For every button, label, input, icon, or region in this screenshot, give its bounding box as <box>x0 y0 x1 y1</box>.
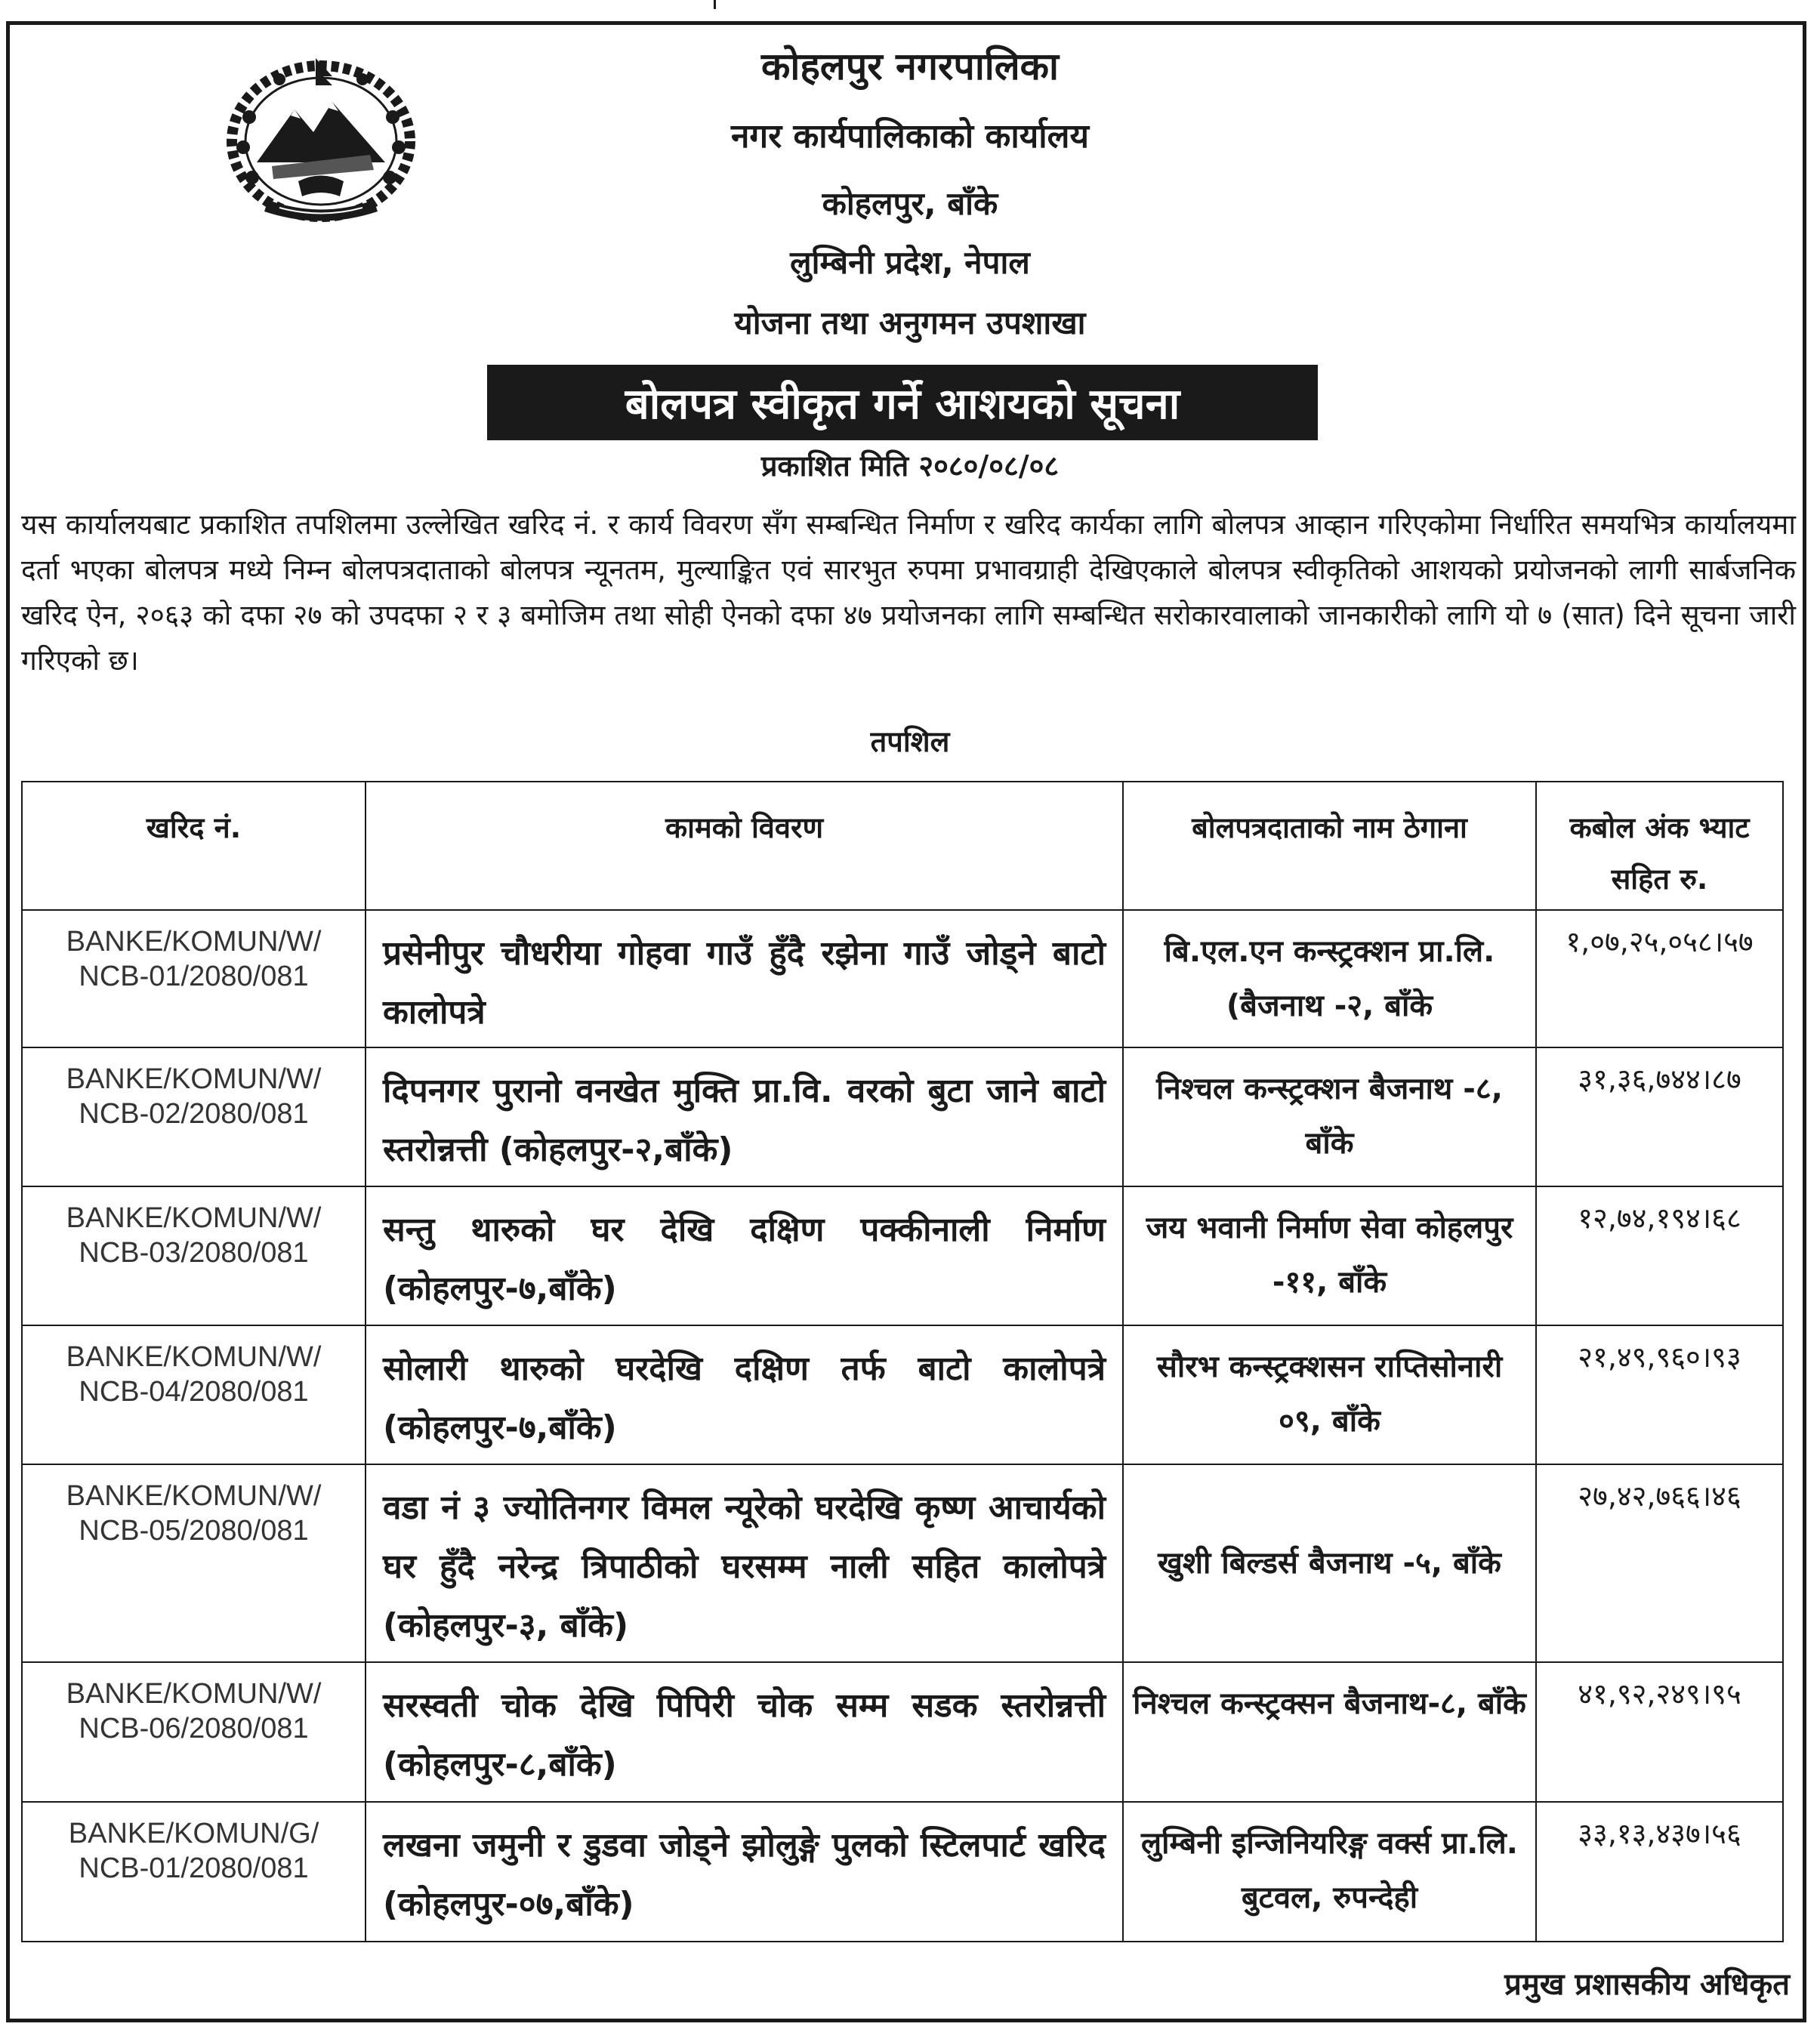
published-date: प्रकाशित मिति २०८०/०८/०८ <box>760 449 1060 483</box>
header-bidder-name: बोलपत्रदाताको नाम ठेगाना <box>1123 782 1536 910</box>
header-bid-amount: कबोल अंक भ्याट सहित रु. <box>1536 782 1783 910</box>
bidder-name: निश्चल कन्स्ट्रक्सन बैजनाथ-८, बाँके <box>1123 1662 1536 1802</box>
bidder-name: निश्चल कन्स्ट्रक्शन बैजनाथ -८, बाँके <box>1123 1047 1536 1186</box>
section-name: योजना तथा अनुगमन उपशाखा <box>734 304 1086 341</box>
notice-title: बोलपत्र स्वीकृत गर्ने आशयको सूचना <box>487 365 1318 440</box>
signatory-title: प्रमुख प्रशासकीय अधिकृत <box>1504 1967 1790 2002</box>
work-description: वडा नं ३ ज्योतिनगर विमल न्यूरेको घरदेखि कृष्ण आचार्यको घर हुँदै नरेन्द्र त्रिपाठीको घरसम्म नाली सहित कालोपत्रे (कोहलपुर-३, बाँके) <box>366 1464 1123 1662</box>
municipality-name: कोहलपुर नगरपालिका <box>761 45 1059 88</box>
header-procurement-no: खरिद नं. <box>22 782 366 910</box>
work-description: प्रसेनीपुर चौधरीया गोहवा गाउँ हुँदै रझेना गाउँ जोड्ने बाटो कालोपत्रे <box>366 910 1123 1047</box>
table-row <box>22 1802 1783 1942</box>
procurement-no: BANKE/KOMUN/G/ NCB-01/2080/081 <box>22 1802 366 1942</box>
table-row <box>22 1186 1783 1325</box>
work-description: सोलारी थारुको घरदेखि दक्षिण तर्फ बाटो कालोपत्रे (कोहलपुर-७,बाँके) <box>366 1325 1123 1464</box>
office-location: कोहलपुर, बाँके <box>822 185 998 222</box>
procurement-no: BANKE/KOMUN/W/ NCB-04/2080/081 <box>22 1325 366 1464</box>
work-description: सन्तु थारुको घर देखि दक्षिण पक्कीनाली निर्माण (कोहलपुर-७,बाँके) <box>366 1186 1123 1325</box>
table-row <box>22 910 1783 1047</box>
bidder-name: बि.एल.एन कन्स्ट्रक्शन प्रा.लि. (बैजनाथ -२, बाँके <box>1123 910 1536 1047</box>
work-description: सरस्वती चोक देखि पिपिरी चोक सम्म सडक स्तरोन्नत्ती (कोहलपुर-८,बाँके) <box>366 1662 1123 1802</box>
province-name: लुम्बिनी प्रदेश, नेपाल <box>790 244 1030 281</box>
procurement-no: BANKE/KOMUN/W/ NCB-06/2080/081 <box>22 1662 366 1802</box>
bid-amount: ३१,३६,७४४।८७ <box>1536 1047 1783 1186</box>
award-table <box>21 781 1784 1942</box>
bidder-name: जय भवानी निर्माण सेवा कोहलपुर -११, बाँके <box>1123 1186 1536 1325</box>
table-header-row <box>22 782 1783 910</box>
bid-amount: १,०७,२५,०५८।५७ <box>1536 910 1783 1047</box>
table-caption: तपशिल <box>870 725 950 758</box>
procurement-no: BANKE/KOMUN/W/ NCB-02/2080/081 <box>22 1047 366 1186</box>
procurement-no: BANKE/KOMUN/W/ NCB-05/2080/081 <box>22 1464 366 1662</box>
office-name: नगर कार्यपालिकाको कार्यालय <box>731 117 1089 156</box>
bidder-name: लुम्बिनी इन्जिनियरिङ्ग वर्क्स प्रा.लि. बुटवल, रुपन्देही <box>1123 1802 1536 1942</box>
header-work-description: कामको विवरण <box>366 782 1123 910</box>
table-row <box>22 1047 1783 1186</box>
work-description: दिपनगर पुरानो वनखेत मुक्ति प्रा.वि. वरको बुटा जाने बाटो स्तरोन्नत्ती (कोहलपुर-२,बाँके) <box>366 1047 1123 1186</box>
procurement-no: BANKE/KOMUN/W/ NCB-01/2080/081 <box>22 910 366 1047</box>
procurement-no: BANKE/KOMUN/W/ NCB-03/2080/081 <box>22 1186 366 1325</box>
top-rule <box>0 0 716 9</box>
table-row <box>22 1662 1783 1802</box>
bidder-name: सौरभ कन्स्ट्रक्शसन राप्तिसोनारी ०९, बाँके <box>1123 1325 1536 1464</box>
bidder-name: खुशी बिल्डर्स बैजनाथ -५, बाँके <box>1123 1464 1536 1662</box>
work-description: लखना जमुनी र डुडवा जोड्ने झोलुङ्गे पुलको स्टिलपार्ट खरिद (कोहलपुर-०७,बाँके) <box>366 1802 1123 1942</box>
table-row <box>22 1325 1783 1464</box>
bid-amount: ३३,१३,४३७।५६ <box>1536 1802 1783 1942</box>
bid-amount: २१,४९,९६०।९३ <box>1536 1325 1783 1464</box>
bid-amount: १२,७४,१९४।६८ <box>1536 1186 1783 1325</box>
notice-body: यस कार्यालयबाट प्रकाशित तपशिलमा उल्लेखित खरिद नं. र कार्य विवरण सँग सम्बन्धित निर्माण र खरिद कार्यका लागि बोलपत्र आव्हान गरिएकोमा निर्धारित समयभित्र कार्यालयमा दर्ता भएका बोलपत्र मध्ये निम्न बोलपत्रदाताको बोलपत्र न्यूनतम, मुल्याङ्कित एवं सारभुत रुपमा प्रभावग्राही देखिएकाले बोलपत्र स्वीकृतिको आशयको प्रयोजनको लागी सार्बजनिक खरिद ऐन, २०६३ को दफा २७ को उपदफा २ र ३ बमोजिम तथा सोही ऐनको दफा ४७ प्रयोजनका लागि सम्बन्धित सरोकारवालाको जानकारीको लागि यो ७ (सात) दिने सूचना जारी गरिएको छ। <box>21 508 1796 677</box>
bid-amount: ४१,९२,२४९।९५ <box>1536 1662 1783 1802</box>
table-row <box>22 1464 1783 1662</box>
bid-amount: २७,४२,७६६।४६ <box>1536 1464 1783 1662</box>
